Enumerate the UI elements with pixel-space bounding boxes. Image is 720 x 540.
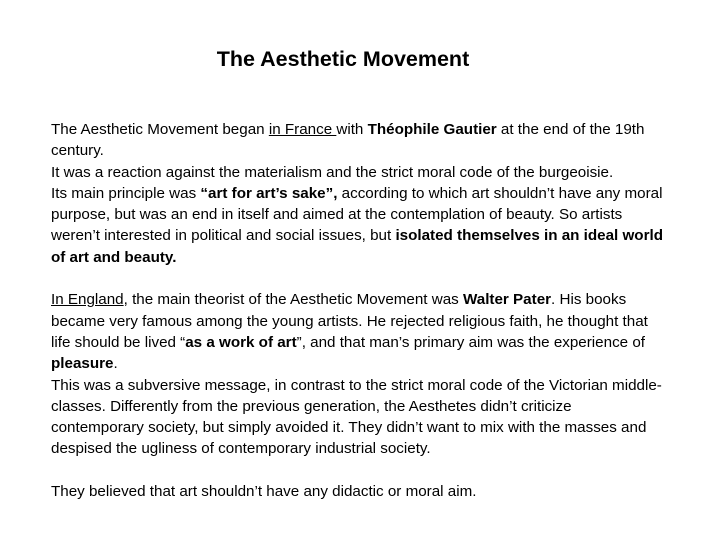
england-paragraph: [51, 289, 667, 374]
underlined-text: in France: [268, 121, 337, 138]
conclusion-paragraph: They believed that art shouldn’t have any didactic or moral aim.: [51, 483, 477, 501]
paragraph-spacer: [51, 460, 667, 481]
underlined-text: In England: [51, 291, 124, 309]
text-segment: . His books became very famous among the young artists. He rejected religious faith, he thought that life should be lived “: [51, 291, 648, 351]
text-segment: .: [113, 355, 118, 373]
paragraph-spacer: [51, 268, 667, 289]
intro-paragraph: [51, 119, 667, 162]
text-segment: according to which art shouldn’t have any moral purpose, but was an end in itself and aimed at the contemplation of beauty. So artists weren’t interested in political and social issues, but: [51, 184, 663, 245]
text-segment: Its main principle was: [51, 184, 201, 202]
bold-text: Théophile Gautier: [367, 121, 497, 138]
text-segment: ”, and that man’s primary aim was the experience of: [296, 333, 646, 351]
bold-text: pleasure: [51, 355, 114, 373]
text-segment: The Aesthetic Movement began: [51, 121, 269, 138]
bold-text: isolated themselves in an ideal world of art and beauty.: [51, 227, 663, 266]
principle-paragraph: [51, 183, 667, 268]
text-segment: at the end of the 19th century.: [51, 121, 645, 160]
text-segment: with: [336, 121, 368, 138]
text-segment: , the main theorist of the Aesthetic Movement was: [123, 291, 463, 309]
subversive-paragraph: This was a subversive message, in contrast to the strict moral code of the Victorian middle-classes. Differently from the previous generation, the Aesthetes didn’t criticize contemporary society, but simply avoided it. They didn’t want to mix with the masses and despised the ugliness of contemporary industrial society.: [51, 376, 662, 458]
slide-title: The Aesthetic Movement: [216, 47, 470, 71]
bold-text: “art for art’s sake”,: [200, 184, 338, 202]
slide-body: [51, 119, 667, 502]
bold-text: Walter Pater: [462, 291, 552, 309]
reaction-paragraph: It was a reaction against the materialism and the strict moral code of the burgeoisie.: [51, 163, 614, 181]
bold-text: as a work of art: [185, 333, 297, 351]
